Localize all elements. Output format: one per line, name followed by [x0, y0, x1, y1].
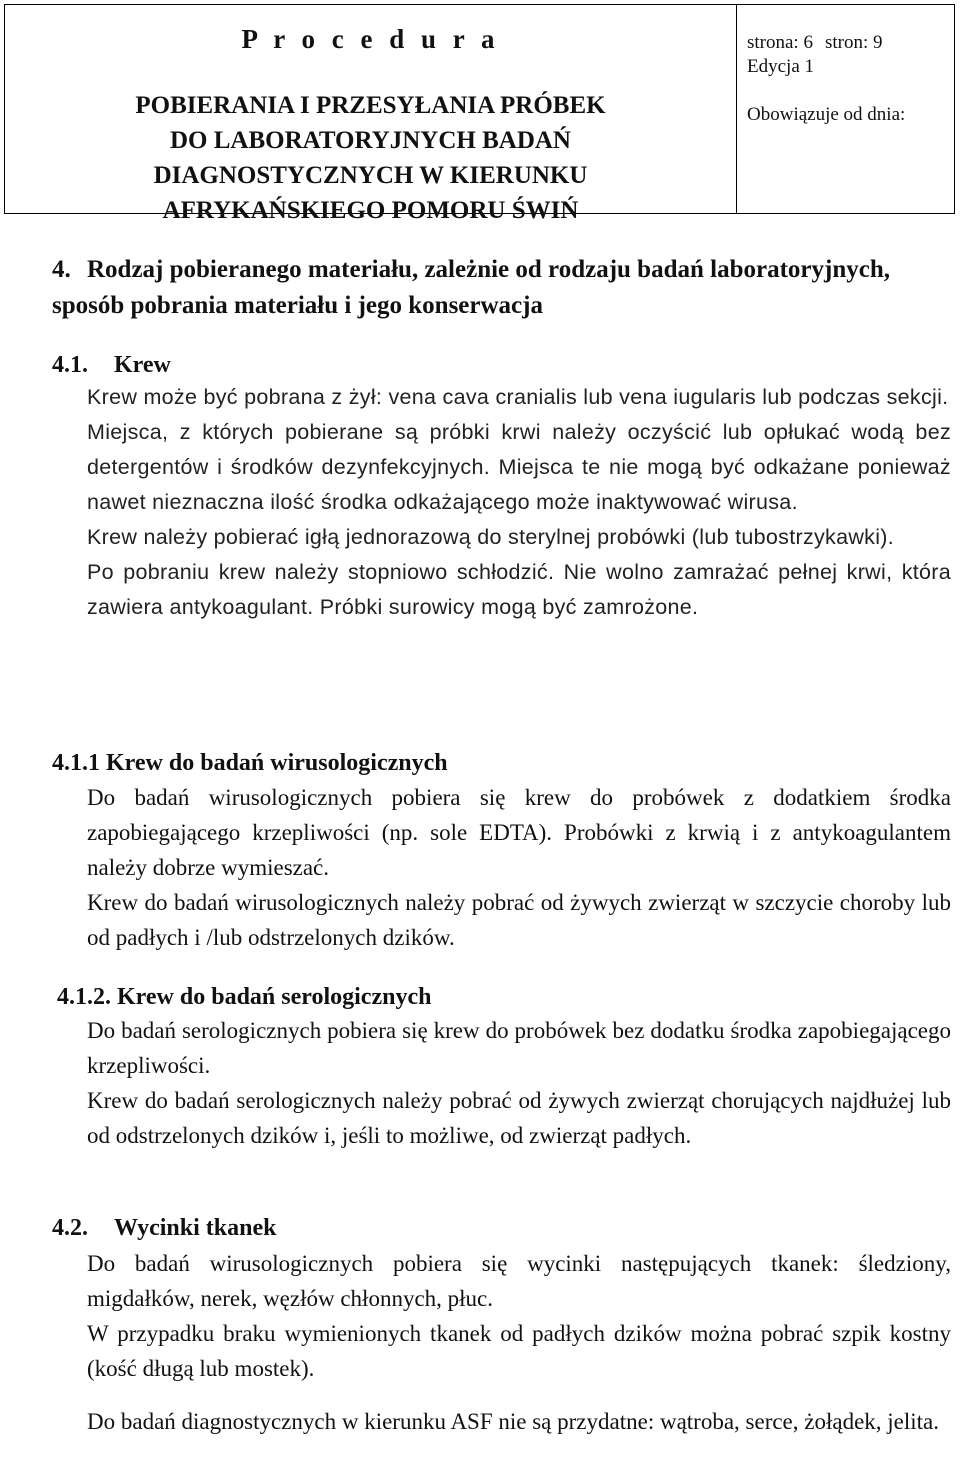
subsection-4-1-1-heading: 4.1.1 Krew do badań wirusologicznych: [52, 750, 448, 776]
section-4-heading: [52, 252, 950, 324]
paragraph: Do badań serologicznych pobiera się krew do probówek bez dodatku środka zapobiegającego krzepliwości.: [87, 1018, 951, 1078]
subsection-4-1-heading: [52, 352, 171, 379]
section-title: Rodzaj pobieranego materiału, zależnie od rodzaju badań laboratoryjnych, sposób pobrania materiału i jego konserwacja: [52, 256, 890, 319]
paragraph: Do badań wirusologicznych pobiera się wycinki następujących tkanek: śledziony, migdałków, nerek, węzłów chłonnych, płuc.: [87, 1251, 951, 1311]
header-meta-cell: [737, 5, 954, 213]
document-header: [4, 4, 955, 224]
paragraph: Krew należy pobierać igłą jednorazową do sterylnej probówki (lub tubostrzykawki).: [87, 525, 895, 549]
subsection-title: Wycinki tkanek: [114, 1215, 277, 1241]
page-info: [747, 32, 954, 54]
paragraph: Miejsca, z których pobierane są próbki krwi należy oczyścić lub opłukać wodą bez detergentów i środków dezynfekcyjnych. Miejsca te nie mogą być odkażane ponieważ nawet nieznaczna ilość środka odkażającego może inaktywować wirusa.: [87, 420, 951, 514]
subsection-title: Krew: [114, 352, 171, 378]
edition: Edycja 1: [747, 56, 815, 77]
subsection-4-2-heading: [52, 1215, 276, 1242]
subsection-number: 4.2.: [52, 1215, 88, 1241]
subtitle-line: DO LABORATORYJNYCH BADAŃ: [169, 127, 571, 154]
paragraph: Krew może być pobrana z żył: vena cava cranialis lub vena iugularis lub podczas sekcji.: [87, 385, 949, 409]
paragraph: Do badań wirusologicznych pobiera się krew do probówek z dodatkiem środka zapobiegającego krzepliwości (np. sole EDTA). Probówki z krwią i z antykoagulantem należy dobrze wymieszać.: [87, 785, 951, 880]
page-number: strona: 6: [747, 32, 813, 53]
subtitle-line: DIAGNOSTYCZNYCH W KIERUNKU: [153, 162, 588, 189]
paragraph: Krew do badań wirusologicznych należy pobrać od żywych zwierząt w szczycie choroby lub od padłych i /lub odstrzelonych dzików.: [87, 890, 951, 950]
paragraph: Krew do badań serologicznych należy pobrać od żywych zwierząt chorujących najdłużej lub od odstrzelonych dzików i, jeśli to możliwe, od zwierząt padłych.: [87, 1088, 951, 1148]
section-number: 4.: [52, 256, 71, 283]
paragraph: Do badań diagnostycznych w kierunku ASF nie są przydatne: wątroba, serce, żołądek, jelita.: [87, 1409, 940, 1434]
subsection-number: 4.1.: [52, 352, 88, 378]
paragraph: W przypadku braku wymienionych tkanek od padłych dzików można pobrać szpik kostny (kość długą lub mostek).: [87, 1321, 951, 1381]
subsection-4-1-body: [87, 380, 951, 625]
subsection-4-1-2-body: [87, 1013, 951, 1153]
subtitle-line: POBIERANIA I PRZESYŁANIA PRÓBEK: [135, 92, 606, 119]
valid-from: Obowiązuje od dnia:: [747, 104, 906, 125]
page-total: stron: 9: [824, 32, 883, 53]
subtitle-line: AFRYKAŃSKIEGO POMORU ŚWIŃ: [162, 197, 579, 224]
subsection-4-1-1-body: [87, 780, 951, 955]
procedure-title: P r o c e d u r a: [241, 24, 500, 54]
subsection-4-2-body: [87, 1246, 951, 1439]
procedure-subtitle: [5, 88, 736, 228]
header-title-cell: [5, 5, 737, 224]
paragraph: Po pobraniu krew należy stopniowo schłodzić. Nie wolno zamrażać pełnej krwi, która zawiera antykoagulant. Próbki surowicy mogą być zamrożone.: [87, 560, 951, 619]
subsection-4-1-2-heading: 4.1.2. Krew do badań serologicznych: [57, 984, 432, 1010]
